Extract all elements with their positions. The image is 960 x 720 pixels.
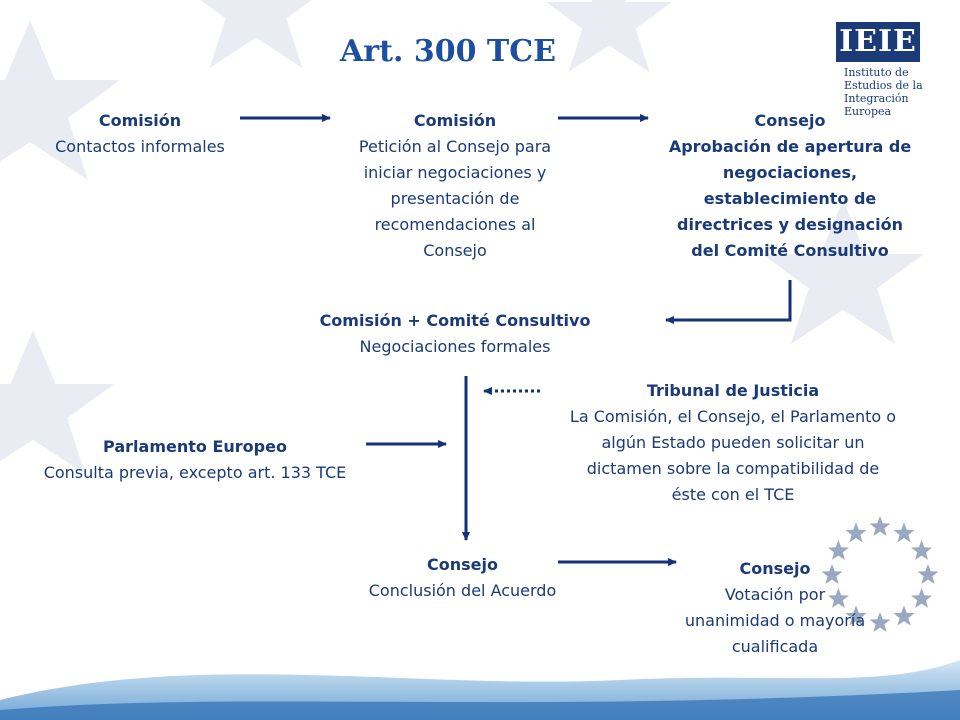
node-body-line: éste con el TCE xyxy=(671,485,795,504)
arrow-consejo-to-comite xyxy=(666,280,790,320)
node-body: Negociaciones formales xyxy=(359,337,551,356)
logo-line: Europea xyxy=(844,105,892,118)
node-body: Contactos informales xyxy=(55,137,225,156)
node-heading: Comisión xyxy=(98,111,182,130)
node-heading: Comisión xyxy=(413,111,497,130)
node-heading: Parlamento Europeo xyxy=(103,437,287,456)
node-body-line: dictamen sobre la compatibilidad de xyxy=(586,459,880,478)
node-body: Consulta previa, excepto art. 133 TCE xyxy=(43,463,347,482)
node-heading: Consejo xyxy=(427,555,498,574)
logo-line: Estudios de la xyxy=(844,79,923,92)
node-body-line: Aprobación de apertura de xyxy=(668,137,912,156)
page-title: Art. 300 TCE xyxy=(340,34,556,69)
node-body-line: Votación por xyxy=(724,585,826,604)
logo-line: Instituto de xyxy=(844,66,909,79)
node-body-line: presentación de xyxy=(390,189,520,208)
node-body-line: cualificada xyxy=(731,637,819,656)
node-body-line: del Comité Consultivo xyxy=(691,241,889,260)
node-body-line: unanimidad o mayoría xyxy=(684,611,866,630)
logo-line: Integración xyxy=(844,92,909,105)
node-body-line: La Comisión, el Consejo, el Parlamento o xyxy=(569,407,897,426)
node-body-line: iniciar negociaciones y xyxy=(363,163,547,182)
node-body-line: directrices y designación xyxy=(677,215,903,234)
node-heading: Consejo xyxy=(754,111,826,130)
node-heading: Comisión + Comité Consultivo xyxy=(319,311,591,330)
node-body-line: negociaciones, xyxy=(722,163,858,182)
node-heading: Consejo xyxy=(739,559,811,578)
node-body-line: Consejo xyxy=(423,241,487,260)
node-body-line: Petición al Consejo para xyxy=(358,137,552,156)
node-heading: Tribunal de Justicia xyxy=(646,381,820,400)
node-body-line: recomendaciones al xyxy=(374,215,536,234)
node-body-line: algún Estado pueden solicitar un xyxy=(601,433,865,452)
node-body-line: establecimiento de xyxy=(703,189,877,208)
node-body: Conclusión del Acuerdo xyxy=(368,581,557,600)
logo-acronym: IEIE xyxy=(836,22,920,62)
